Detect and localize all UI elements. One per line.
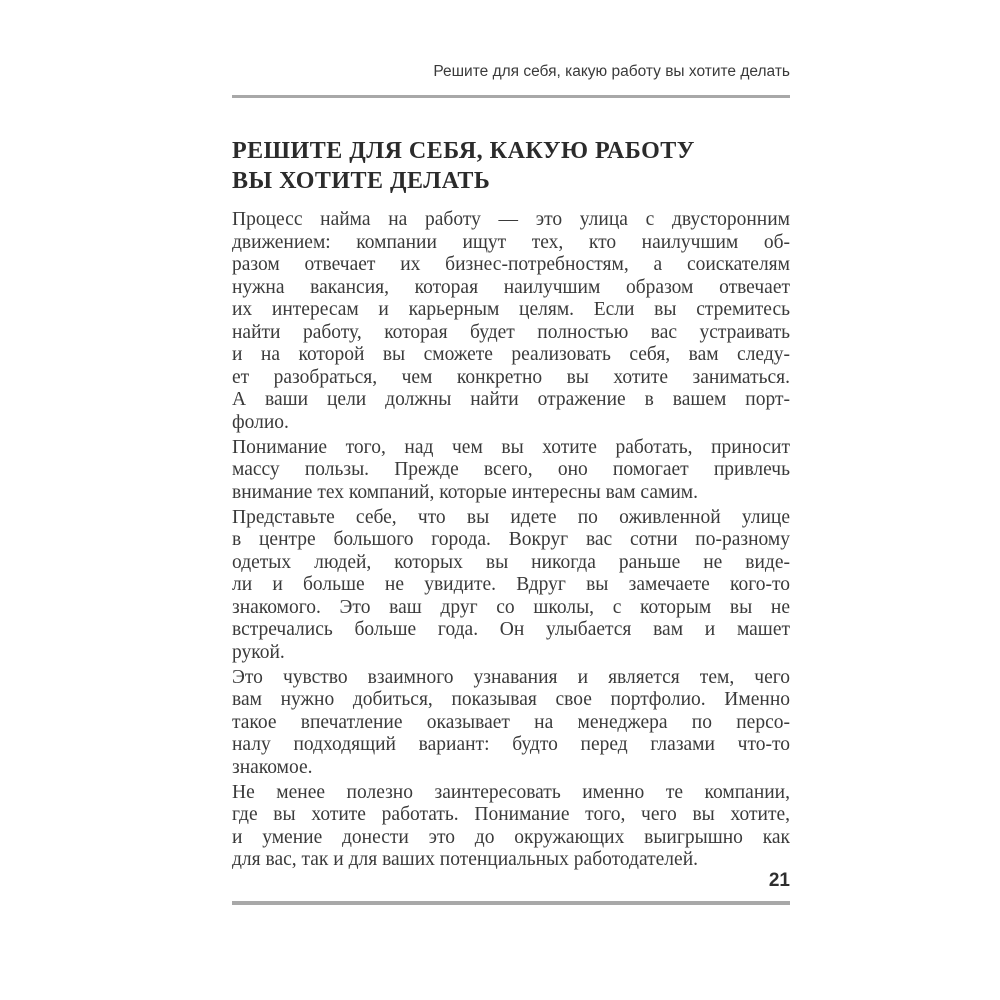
text-line: найти работу, которая будет полностью вас устраивать [232, 321, 790, 343]
text-line: и на которой вы сможете реализовать себя, вам следу- [232, 344, 790, 365]
text-line: для вас, так и для ваших потенциальных работодателей. [232, 849, 699, 870]
text-line: встречались больше года. Он улыбается вам и машет [232, 619, 790, 640]
paragraph [232, 437, 790, 505]
chapter-title [232, 136, 790, 196]
text-line: налу подходящий вариант: будто перед глазами что-то [232, 734, 790, 755]
text-line: Не менее полезно заинтересовать именно те компании, [232, 781, 790, 803]
text-line: внимание тех компаний, которые интересны вам самим. [232, 481, 698, 503]
page-content [232, 0, 790, 1000]
chapter-title-line: ВЫ ХОТИТЕ ДЕЛАТЬ [232, 168, 491, 194]
text-line: вам нужно добиться, показывая свое портфолио. Именно [232, 689, 790, 710]
chapter-title-line: РЕШИТЕ ДЛЯ СЕБЯ, КАКУЮ РАБОТУ [232, 138, 695, 164]
text-line: знакомого. Это ваш друг со школы, с которым вы не [232, 596, 790, 618]
body-text [232, 209, 790, 874]
text-line: в центре большого города. Вокруг вас сотни по-разному [232, 529, 790, 550]
text-line: и умение донести это до окружающих выигрышно как [232, 826, 790, 848]
text-line: рукой. [232, 641, 285, 663]
text-line: Представьте себе, что вы идете по оживленной улице [232, 506, 790, 528]
text-line: движением: компании ищут тех, кто наилучшим об- [232, 231, 790, 253]
text-line: нужна вакансия, которая наилучшим образом отвечает [232, 276, 790, 298]
page-number: 21 [768, 870, 790, 891]
text-line: Процесс найма на работу — это улица с двусторонним [232, 209, 790, 230]
footer-rule [232, 901, 790, 905]
text-line: одетых людей, которых вы никогда раньше не виде- [232, 551, 790, 573]
paragraph [232, 209, 790, 434]
paragraph [232, 507, 790, 665]
text-line: разом отвечает их бизнес-потребностям, а соискателям [232, 254, 790, 275]
running-head: Решите для себя, какую работу вы хотите делать [433, 63, 790, 80]
text-line: такое впечатление оказывает на менеджера по персо- [232, 711, 790, 733]
paragraph [232, 667, 790, 780]
text-line: Это чувство взаимного узнавания и является тем, чего [232, 666, 790, 688]
text-line: фолио. [232, 411, 289, 433]
header-rule [232, 95, 790, 98]
text-line: ли и больше не увидите. Вдруг вы замечаете кого-то [232, 574, 790, 595]
text-line: Понимание того, над чем вы хотите работать, приносит [232, 436, 790, 458]
text-line: где вы хотите работать. Понимание того, чего вы хотите, [232, 804, 790, 825]
text-line: массу пользы. Прежде всего, оно помогает привлечь [232, 459, 790, 480]
text-line: А ваши цели должны найти отражение в вашем порт- [232, 389, 790, 410]
text-line: ет разобраться, чем конкретно вы хотите заниматься. [232, 366, 790, 388]
text-line: их интересам и карьерным целям. Если вы стремитесь [232, 299, 790, 320]
text-line: знакомое. [232, 756, 313, 778]
paragraph [232, 782, 790, 872]
